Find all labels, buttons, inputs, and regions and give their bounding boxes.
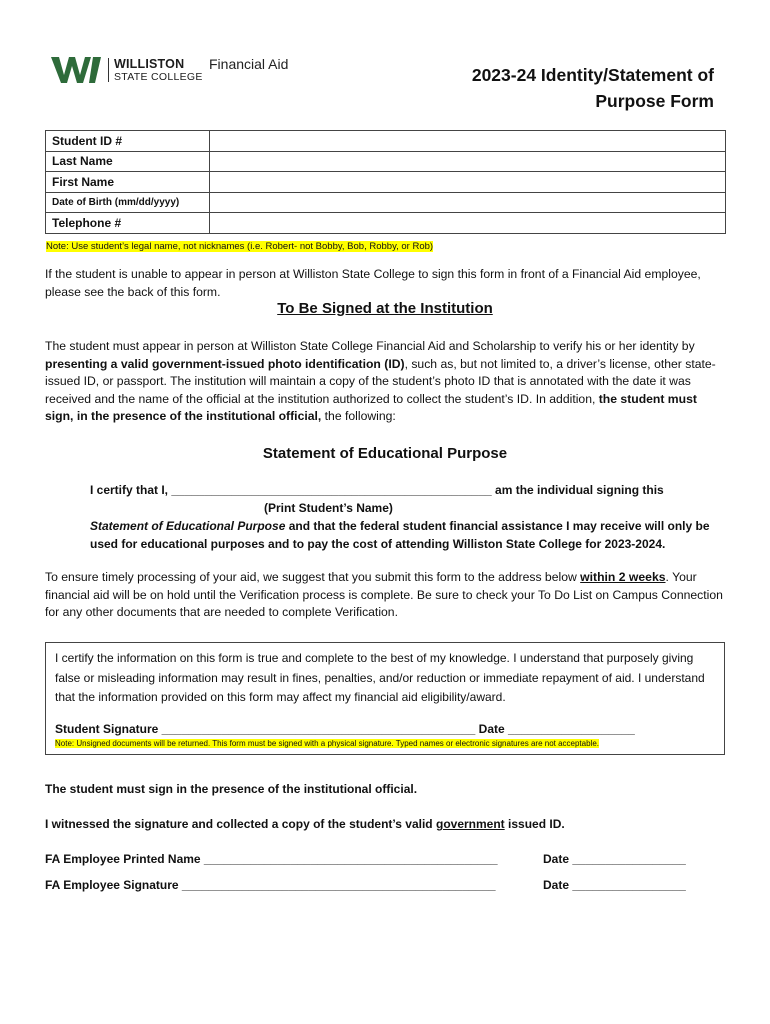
first-name-field[interactable]: [210, 172, 726, 193]
logo-text-state-college: STATE COLLEGE: [114, 71, 203, 83]
signature-note-prefix: Note: [55, 739, 72, 748]
telephone-field[interactable]: [210, 213, 726, 234]
identity-text-1: The student must appear in person at Williston State College Financial Aid and Scholarship to verify his or her identity by: [45, 339, 695, 353]
student-id-field[interactable]: [210, 131, 726, 152]
witness-underlined: government: [435, 817, 505, 831]
identity-bold-1: presenting a valid government-issued photo identification (ID): [45, 356, 405, 371]
telephone-label: Telephone #: [46, 213, 210, 234]
form-title-line1: 2023-24 Identity/Statement of: [471, 65, 714, 85]
certification-box: [45, 642, 725, 755]
timely-text-1: To ensure timely processing of your aid, we suggest that you submit this form to the address below: [45, 570, 581, 584]
certify-line-3: [90, 517, 730, 535]
table-row: [46, 151, 726, 172]
table-row: [46, 172, 726, 193]
identity-paragraph: [45, 338, 727, 426]
note-prefix: Note: [46, 241, 67, 252]
witness-text-1: I witnessed the signature and collected a copy of the student’s valid: [45, 817, 436, 831]
timely-text-2: . Your financial aid will be on hold until the Verification process is complete. Be sure to check your To Do List on Campus Connection for any other documents that are needed to complete Verification.: [45, 570, 723, 619]
department-name: Financial Aid: [209, 56, 289, 72]
logo-divider: [108, 58, 109, 82]
signature-note: [55, 739, 599, 748]
certify-line-1: I certify that I, ________________________________________________ am the individual signing this: [90, 483, 664, 497]
first-name-label: First Name: [46, 172, 210, 193]
section-heading-signed: To Be Signed at the Institution: [277, 300, 493, 317]
timely-deadline: within 2 weeks: [580, 570, 666, 584]
form-title-line2: Purpose Form: [595, 91, 714, 111]
signature-note-text: : Unsigned documents will be returned. This form must be signed with a physical signature. Typed names or electronic signatures are not acceptable.: [71, 739, 599, 748]
student-id-label: Student ID #: [46, 131, 210, 152]
certify-statement: [90, 481, 730, 553]
timely-paragraph: [45, 569, 727, 622]
form-title: [394, 62, 714, 114]
last-name-label: Last Name: [46, 151, 210, 172]
last-name-field[interactable]: [210, 151, 726, 172]
section-heading-purpose: Statement of Educational Purpose: [262, 445, 508, 462]
note-text: : Use student’s legal name, not nicknames (i.e. Robert- not Bobby, Bob, Robby, or Rob): [66, 241, 434, 252]
presence-statement: The student must sign in the presence of the institutional official.: [45, 782, 418, 796]
table-row: [46, 131, 726, 152]
table-row: [46, 192, 726, 213]
w-logo-icon: [51, 57, 105, 83]
identity-bold-2: the student must sign, in the presence of the institutional official,: [45, 391, 697, 423]
dob-field[interactable]: [210, 192, 726, 213]
identity-text-2: , such as, but not limited to, a driver’s license, other state-issued ID, or passport. The institution will maintain a copy of the student’s photo ID that is annotated with the date it was received and the name of the official at the institution authorized to collect the student’s ID. In addition,: [45, 356, 716, 406]
print-name-caption: (Print Student’s Name): [264, 501, 393, 515]
witness-statement: [45, 817, 565, 831]
employee-name-date-line[interactable]: Date _________________: [543, 852, 686, 866]
dob-label: Date of Birth (mm/dd/yyyy): [46, 192, 210, 213]
table-row: [46, 213, 726, 234]
college-logo: [51, 55, 211, 87]
certify-line-4: used for educational purposes and to pay the cost of attending Williston State College for 2023-2024.: [90, 537, 666, 551]
employee-name-line[interactable]: FA Employee Printed Name ____________________________________________: [45, 852, 498, 866]
employee-signature-line[interactable]: FA Employee Signature _______________________________________________: [45, 878, 496, 892]
student-info-table: [45, 130, 726, 234]
witness-text-2: issued ID.: [504, 817, 565, 831]
intro-paragraph: If the student is unable to appear in person at Williston State College to sign this form in front of a Financial Aid employee, please see the back of this form.: [45, 267, 701, 299]
employee-signature-date-line[interactable]: Date _________________: [543, 878, 686, 892]
identity-text-3: the following:: [321, 409, 396, 423]
certify-line-3-rest: and that the federal student financial assistance I may receive will only be: [285, 519, 710, 533]
certification-text: I certify the information on this form is true and complete to the best of my knowledge. I understand that purposely giving false or misleading information may result in fines, penalties, and/or reduction or immediate repayment of aid. I understand that the information provided on this form may affect my financial aid eligibility/award.: [55, 651, 705, 704]
student-signature-line[interactable]: Student Signature _______________________________________________ Date ___________________: [55, 722, 635, 736]
certify-italic: Statement of Educational Purpose: [90, 519, 286, 533]
legal-name-note: [46, 241, 433, 252]
logo-text-williston: WILLISTON: [114, 57, 185, 71]
